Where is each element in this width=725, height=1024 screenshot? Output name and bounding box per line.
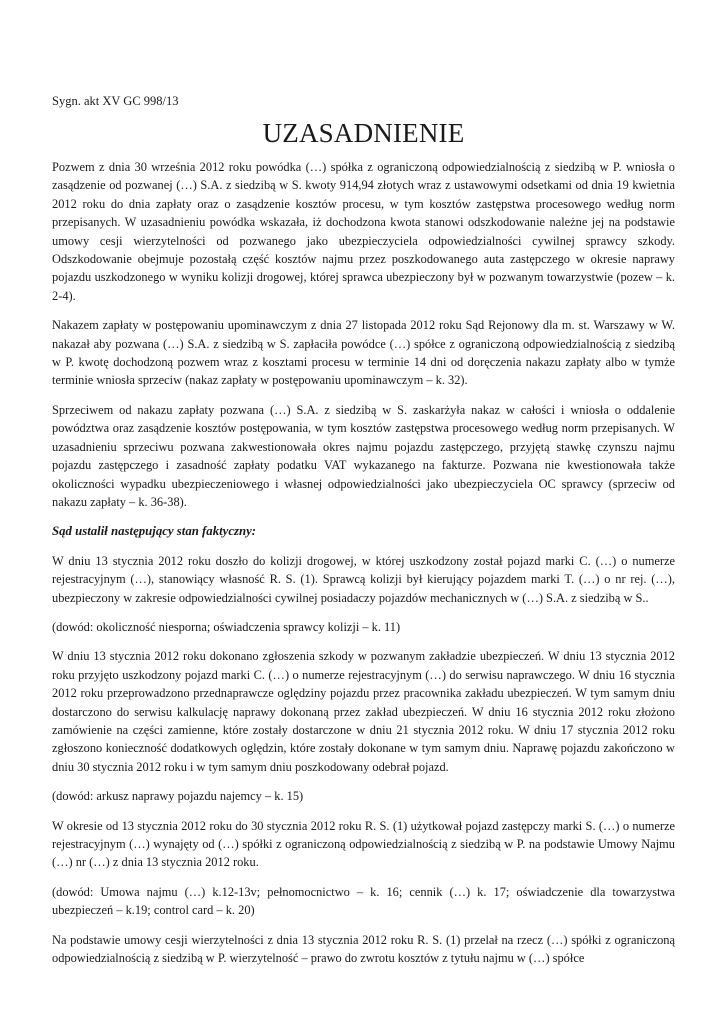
section-heading-facts: Sąd ustalił następujący stan faktyczny: [52, 524, 257, 539]
evidence-note-3: (dowód: Umowa najmu (…) k.12-13v; pełnomocnictwo – k. 16; cennik (…) k. 17; oświadczenie dla towarzystwa ubezpieczeń – k.19; control card – k. 20) [52, 884, 675, 918]
paragraph-assignment: Na podstawie umowy cesji wierzytelności z dnia 13 stycznia 2012 roku R. S. (1) przelał na rzecz (…) spółki z ograniczoną odpowiedzialnością z siedzibą w P. wierzytelność – prawo do zwrotu kosztów z tytułu najmu w (…) spółce [52, 932, 675, 966]
evidence-note-2: (dowód: arkusz naprawy pojazdu najemcy – k. 15) [52, 789, 304, 804]
paragraph-collision: W dniu 13 stycznia 2012 roku doszło do kolizji drogowej, w której uszkodzony został pojazd marki C. (…) o numerze rejestracyjnym (…), stanowiący własność R. S. (1). Sprawcą kolizji był kierujący pojazdem marki T. (…) o nr rej. (…), ubezpieczony w zakresie odpowiedzialności cywilnej posiadaczy pojazdów mechanicznych w (…) S.A. z siedzibą w S.. [52, 553, 675, 605]
case-reference: Sygn. akt XV GC 998/13 [52, 94, 179, 108]
paragraph-lawsuit: Pozwem z dnia 30 września 2012 roku powódka (…) spółka z ograniczoną odpowiedzialnością z siedzibą w P. wniosła o zasądzenie od pozwanej (…) S.A. z siedzibą w S. kwoty 914,94 złotych wraz z ustawowymi odsetkami od dnia 19 kwietnia 2012 roku do dnia zapłaty oraz o zasądzenie kosztów procesu, w tym kosztów zastępstwa procesowego według norm przepisanych. W uzasadnieniu powódka wskazała, iż dochodzona kwota stanowi odszkodowanie należne jej na podstawie umowy cesji wierzytelności od pozwanego jako ubezpieczyciela odpowiedzialności cywilnej sprawcy szkody. Odszkodowanie obejmuje pozostałą część kosztów najmu przez poszkodowanego auta zastępczego w okresie naprawy pojazdu uszkodzonego w wyniku kolizji drogowej, której sprawca ubezpieczony był w pozwanym towarzystwie (pozew – k. 2-4). [52, 160, 675, 303]
evidence-note-1: (dowód: okoliczność niesporna; oświadczenia sprawcy kolizji – k. 11) [52, 619, 401, 634]
paragraph-objection: Sprzeciwem od nakazu zapłaty pozwana (…) S.A. z siedzibą w S. zaskarżyła nakaz w całości i wniosła o oddalenie powództwa oraz zasądzenie kosztów postępowania, w tym kosztów zastępstwa procesowego według norm przepisanych. W uzasadnieniu sprzeciwu pozwana zakwestionowała okres najmu pojazdu zastępczego, przyjętą stawkę czynszu najmu pojazdu zastępczego i zasadność zapłaty podatku VAT wykazanego na fakturze. Pozwana nie kwestionowała także okoliczności wypadku ubezpieczeniowego i własnej odpowiedzialności jako ubezpieczyciela OC sprawcy (sprzeciw od nakazu zapłaty – k. 36-38). [52, 402, 675, 509]
paragraph-payment-order: Nakazem zapłaty w postępowaniu upominawczym z dnia 27 listopada 2012 roku Sąd Rejonowy dla m. st. Warszawy w W. nakazał aby pozwana (…) S.A. z siedzibą w S. zapłaciła powódce (…) spółce z ograniczoną odpowiedzialnością z siedzibą w P. kwotę dochodzoną pozwem wraz z kosztami procesu w terminie 14 dni od doręczenia nakazu zapłaty albo w tymże terminie wniosła sprzeciw (nakaz zapłaty w postępowaniu upominawczym – k. 32). [52, 318, 675, 388]
paragraph-damage-report: W dniu 13 stycznia 2012 roku dokonano zgłoszenia szkody w pozwanym zakładzie ubezpieczeń. W dniu 13 stycznia 2012 roku przyjęto uszkodzony pojazd marki C. (…) o numerze rejestracyjnym (…) do serwisu naprawczego. W dniu 16 stycznia 2012 roku przeprowadzono przednaprawcze oględziny pojazdu przez pracownika zakładu ubezpieczeń. W tym samym dniu dostarczono do serwisu kalkulację naprawy dokonaną przez zakład ubezpieczeń. W dniu 16 stycznia 2012 roku złożono zamówienie na części zamienne, które zostały dostarczone w dniu 21 stycznia 2012 roku. W dniu 17 stycznia 2012 roku zgłoszono konieczność dodatkowych oględzin, które zostały dokonane w tym samym dniu. Naprawę pojazdu zakończono w dniu 30 stycznia 2012 roku i w tym samym dniu poszkodowany odebrał pojazd. [52, 649, 675, 774]
paragraph-replacement-vehicle: W okresie od 13 stycznia 2012 roku do 30 stycznia 2012 roku R. S. (1) użytkował pojazd zastępczy marki S. (…) o numerze rejestracyjnym (…) wynajęty od (…) spółki z ograniczoną odpowiedzialnością z siedzibą w P. na podstawie Umowy Najmu (…) nr (…) z dnia 13 stycznia 2012 roku. [52, 818, 675, 870]
document-page [52, 93, 675, 978]
document-title: UZASADNIENIE [262, 118, 465, 148]
